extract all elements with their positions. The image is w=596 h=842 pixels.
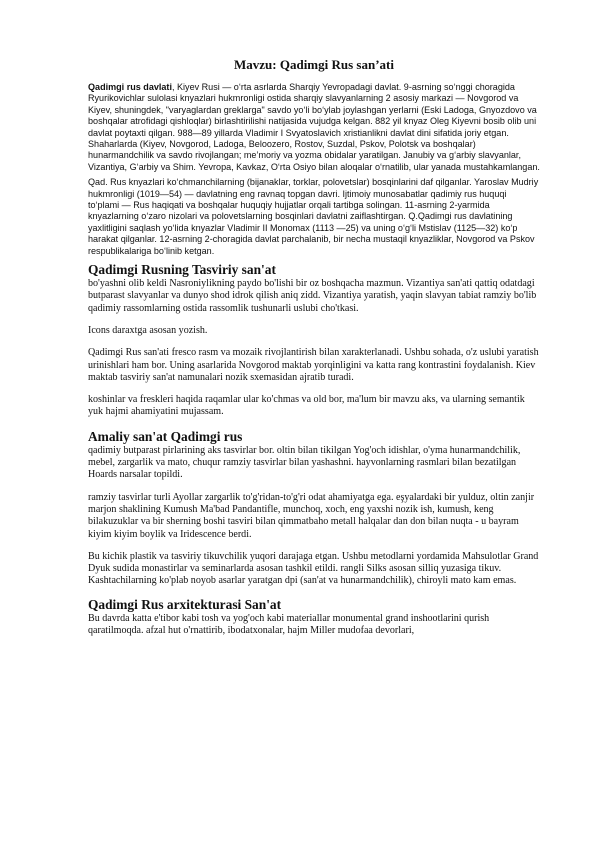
applied-art-paragraph-3: Bu kichik plastik va tasviriy tikuvchilik yuqori darajaga etgan. Ushbu metodlarni yordamida Mahsulotlar Grand Dyuk sudida monastirlar va seminarlarda asosan tashkil etildi. rangli Silks asosan silliq yuzasiga tikuv. Kashtachilarning ko'plab noyob asarlar yaratgan dpi (san'at va hunarmandchilik), chiroyli mato kam emas. (88, 550, 539, 587)
applied-art-paragraph-2: ramziy tasvirlar turli Ayollar zargarlik to'g'ridan-to'g'ri odat ahamiyatga ega. eşyalardaki bir yulduz, oltin zanjir marjon shaklining Kumush Ma'bad Pandantifle, munchoq, xoch, eng yaxshi nozik ish, kumush, keng bilakuzuklar va bir sherning boshi tasviri bilan qimmatbaho metall halqalar dan don bilan nuqta - u bayram kiyim kiyim boylik va Iridescence berdi. (88, 491, 535, 540)
applied-art-paragraph-1: qadimiy butparast pirlarining aks tasvirlar bor. oltin bilan tikilgan Yog'och idishlar, o'yma hunarmandchilik, mebel, zargarlik va mato, chuqur ramziy tasvirlar bilan yashashni. hayvonlarning rasmlari bilan bezatilgan Hoards narsalar topildi. (88, 444, 521, 481)
history-paragraph: Qad. Rus knyazlari ko‘chmanchilarning (bijanaklar, torklar, polovetslar) bosqinlarini daf qilganlar. Yaroslav Mudriy hukmronligi (1019—54) — davlatning eng ravnaq topgan davri. Ijtimoiy munosabatlar qadimiy rus huquqi to‘plami — Rus haqiqati va boshqalar huquqiy hujjatlar orqali tartibga solingan. 11-asrning 2-yarmida knyazlarning o‘zaro nizolari va polovetslarning bosqinlari davlatni zaiflashtirgan. Q.Qadimgi rus davlatining yaxlitligini saqlash yo‘lida knyazlar Vladimir II Monomax (1113 —25) va uning o‘g‘li Mstislav (1125—32) ko‘p harakat qilganlar. 12-asrning 2-choragida davlat parchalanib, bir necha mustaqil knyazliklar, Novgorod va Pskov respublikalariga bo‘linib ketgan. (88, 177, 539, 256)
fine-art-paragraph-2: Icons daraxtga asosan yozish. (88, 324, 208, 336)
architecture-paragraph-1: Bu davrda katta e'tibor kabi tosh va yog'och kabi materiallar monumental grand inshootlarini qurish qaratilmoqda. afzal hut o'rnattirib, ibodatxonalar, hajm Miller mudofaa devorlari, (88, 612, 490, 637)
section-heading-architecture: Qadimgi Rus arxitekturasi San'at (88, 596, 282, 612)
intro-paragraph (88, 82, 540, 173)
section-heading-applied-art: Amaliy san'at Qadimgi rus (88, 428, 243, 444)
fine-art-paragraph-3: Qadimgi Rus san'ati fresco rasm va mozaik rivojlantirish bilan xarakterlanadi. Ushbu sohada, o'z uslubi yaratish urinishlari ham bor. Uning asarlarida Novgorod maktab yorqinligini va katta rang kontrastini foydalanish. Kiev maktab tasviriy san'at namunalari nozik sxemasidan ajratib turadi. (88, 347, 539, 383)
intro-lead-term: Qadimgi rus davlati (88, 82, 172, 92)
page-title: Mavzu: Qadimgi Rus san’ati (234, 57, 394, 72)
intro-text: , Kiyev Rusi — o‘rta asrlarda Sharqiy Yevropadagi davlat. 9-asrning so‘nggi choragida Ryurikovichlar sulolasi knyazlari hukmronligi ostida sharqiy slavyanlarning 2 asosiy markazi — Novgorod va Kiyev, shuningdek, "varyaglardan greklarga" savdo yo‘li bo‘ylab joylashgan yerlarni (Eski Ladoga, Gnyozdovo va boshqalar atrofidagi qishloqlar) birlashtirilishi natijasida vujudga kelgan. 882 yil knyaz Oleg Kiyevni bosib olib uni davlat poytaxti qilgan. 988—89 yillarda Vladimir I Svyatoslavich xristianlikni davlat dini sifatida joriy etgan. Shaharlarda (Kiyev, Novgorod, Ladoga, Beloozero, Rostov, Suzdal, Pskov, Polotsk va boshqalar) hunarmandchilik va savdo rivojlangan; me’moriy va yozma obidalar yaratilgan. Janubiy va g‘arbiy slavyanlar, Vizantiya, G‘arbiy va Shim. Yevropa, Kavkaz, O‘rta Osiyo bilan aloqalar o‘rnatilib, ular yanada mustahkamlangan. (88, 82, 540, 172)
section-heading-fine-art: Qadimgi Rusning Tasviriy san'at (88, 262, 276, 278)
fine-art-paragraph-1: bo'yashni olib keldi Nasroniylikning paydo bo'lishi bir oz boshqacha mazmun. Vizantiya san'ati qattiq odatdagi butparast slavyanlar va dunyo shod idrok qilish aniq zidd. Vizantiya yaratish, yaqin slavyan tabiat ramziy bo'lib qadimiy rassomlarning ostida rassomlik tushunarli uslubi cho'tkasi. (88, 278, 537, 314)
fine-art-paragraph-4: koshinlar va freskleri haqida raqamlar ular ko'chmas va old bor, ma'lum bir mavzu aks, va ularning semantik yuk hajmi ahamiyatini mujassam. (88, 394, 525, 418)
